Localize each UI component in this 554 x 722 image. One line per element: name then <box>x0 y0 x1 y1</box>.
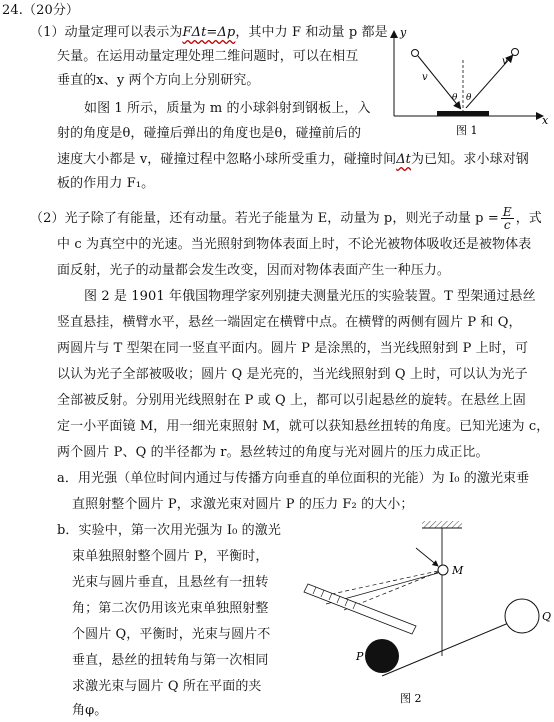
question-header: 24.（20分） <box>2 3 80 18</box>
figure-1 <box>382 20 552 140</box>
pb-line-8: 角φ。 <box>72 703 108 718</box>
p2-line-6: 两圆片与 T 型架在同一竖直平面内。圆片 P 是涂黑的，当光线照射到 P 上时，可 <box>57 341 529 356</box>
incident-beam <box>416 548 438 566</box>
p2-line-9: 定一小平面镜 M，用一细光束照射 M，就可以获知悬丝扭转的角度。已知光速为 c， <box>57 419 550 434</box>
p1-line-2: 矢量。在运用动量定理处理二维问题时，可以在相互 <box>57 49 359 64</box>
pb-line-3: 光束与圆片垂直，且悬丝有一扭转 <box>72 575 269 590</box>
pb-line-2: 束单独照射整个圆片 P，平衡时， <box>72 549 269 564</box>
ball-after <box>512 49 519 56</box>
figure-2 <box>286 518 552 718</box>
p1-line-7: 板的作用力 F₁。 <box>57 176 155 191</box>
p2-line-7: 以认为光子全部被吸收；圆片 Q 是光亮的，当光线照射到 Q 上时，可以认为光子 <box>57 367 528 382</box>
steel-plate <box>437 111 489 116</box>
disc-p-label: P <box>356 650 364 663</box>
momentum-fraction: $\frac{E}{c}$ <box>502 205 512 232</box>
pa-line-2: 直照射整个圆片 P，求激光束对圆片 P 的压力 F₂ 的大小； <box>72 497 414 512</box>
momentum-theorem-formula: FΔt=Δp <box>182 25 236 40</box>
ceiling-hatch <box>422 521 462 528</box>
disc-p <box>365 639 399 673</box>
pb-line-5: 个圆片 Q，平衡时，光束与圆片不 <box>72 627 271 642</box>
p1-line-4: 如图 1 所示，质量为 m 的小球斜射到钢板上，入 <box>84 101 371 116</box>
y-axis-label: y <box>400 26 407 39</box>
p2-line-2: 中 c 为真空中的光速。当光照射到物体表面上时，不论光被物体吸收还是被物体表 <box>57 237 532 252</box>
pb-line-4: 角；第二次仍用该光束单独照射整 <box>72 601 269 616</box>
p2-line-4: 图 2 是 1901 年俄国物理学家列别捷夫测量光压的实验装置。T 型架通过悬丝 <box>84 289 536 304</box>
p2-line-3: 面反射，光子的动量都会发生改变，因而对物体表面产生一种压力。 <box>57 263 451 278</box>
ball-before <box>412 50 419 57</box>
disc-q <box>505 599 539 633</box>
pa-line-1: a．用光强（单位时间内通过与传播方向垂直的单位面积的光能）为 I₀ 的激光束垂 <box>57 471 530 486</box>
velocity-reflected-label: v <box>502 56 508 67</box>
p2-line-5: 竖直悬挂，横臂水平，悬丝一端固定在横臂中点。在横臂的两侧有圆片 P 和 Q， <box>57 315 522 330</box>
theta-left-label: θ <box>452 93 458 103</box>
scale-bar <box>304 584 416 634</box>
mirror-m <box>438 565 448 575</box>
mirror-m-label: M <box>452 564 464 577</box>
p2-line-10: 两个圆片 P、Q 的半径都为 r。悬丝转过的角度与光对圆片的压力成正比。 <box>57 445 489 460</box>
figure-2-caption: 图 2 <box>400 692 422 705</box>
p1-line-6: 速度大小都是 v，碰撞过程中忽略小球所受重力，碰撞时间Δt为已知。求小球对钢 <box>57 152 529 167</box>
velocity-incident-label: v <box>422 72 428 83</box>
disc-q-label: Q <box>542 610 552 623</box>
pb-line-7: 求激光束与圆片 Q 所在平面的夹 <box>72 679 262 694</box>
figure-1-caption: 图 1 <box>456 124 478 137</box>
p2-line-8: 全部被反射。分别用光线照射在 P 或 Q 上，都可以引起悬丝的旋转。在悬丝上固 <box>57 393 526 408</box>
pb-line-1: b．实验中，第一次用光强为 I₀ 的激光 <box>57 523 281 538</box>
reflected-beam-1 <box>318 571 438 597</box>
pb-line-6: 垂直，悬丝的扭转角与第一次相同 <box>72 653 269 668</box>
p2-line-1: （2）光子除了有能量，还有动量。若光子能量为 E，动量为 p，则光子动量 p = $\frac{E}{c}$ ，式 <box>30 205 542 232</box>
x-axis-label: x <box>542 114 549 127</box>
p1-line-1: （1）动量定理可以表示为FΔt=Δp，其中力 F 和动量 p 都是 <box>30 25 388 40</box>
theta-right-label: θ <box>466 93 472 103</box>
p1-line-3: 垂直的x、y 两个方向上分别研究。 <box>57 73 260 88</box>
p1-line-5: 射的角度是θ，碰撞后弹出的角度也是θ，碰撞前后的 <box>57 126 362 141</box>
